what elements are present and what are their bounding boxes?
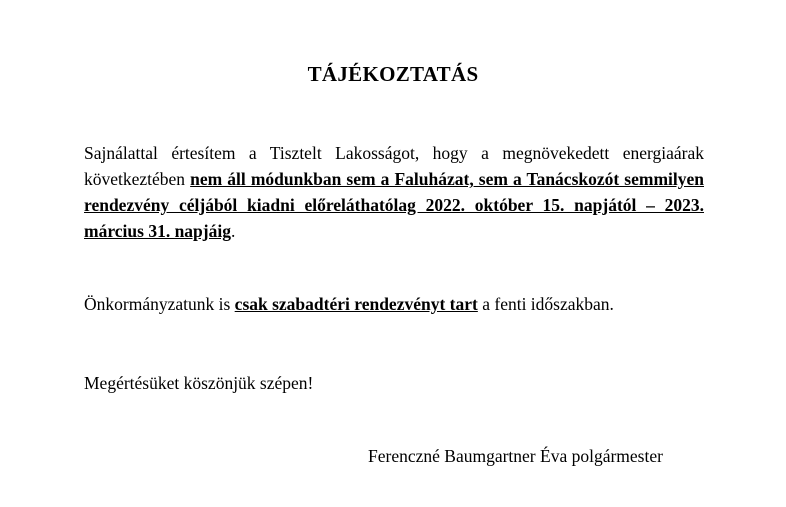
paragraph-notice-intro: Sajnálattal értesítem a Tisztelt Lakosságot, hogy a megnövekedett energiaárak következtében: [84, 143, 704, 189]
paragraph-outdoor-end: a fenti időszakban.: [477, 294, 614, 314]
paragraph-outdoor-emphasis: csak szabadtéri rendezvényt tart: [234, 294, 478, 314]
signature: Ferenczné Baumgartner Éva polgármester: [368, 446, 663, 466]
paragraph-thanks: Megértésüket köszönjük szépen!: [84, 373, 314, 393]
paragraph-notice-emphasis: nem áll módunkban sem a Faluházat, sem a Tanácskozót semmilyen rendezvény céljából kiadni előreláthatólag 2022. október 15. napjától – 2023. március 31. napjáig: [84, 169, 704, 241]
document-title: TÁJÉKOZTATÁS: [307, 62, 479, 86]
paragraph-notice-end: .: [230, 221, 236, 241]
paragraph-outdoor-intro: Önkormányzatunk is: [84, 294, 235, 314]
paragraph-notice: [84, 140, 704, 244]
paragraph-outdoor-events: [84, 291, 724, 317]
